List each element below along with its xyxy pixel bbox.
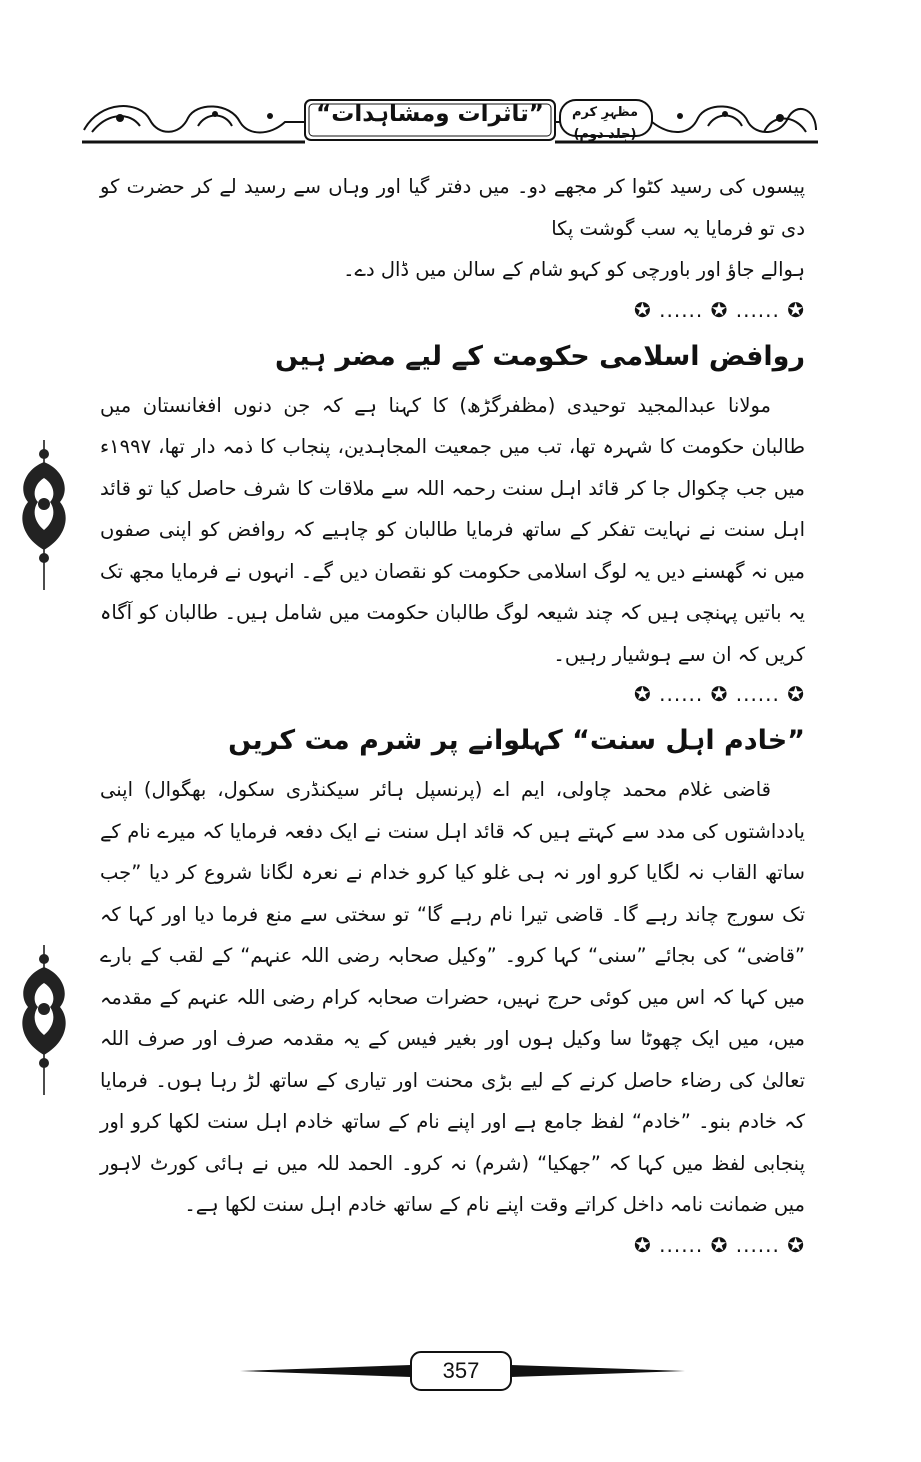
page-body [100, 166, 805, 1264]
margin-ornament-top-icon [14, 440, 74, 590]
book-label: مظہرِ کرم (جلد دوم) [571, 105, 639, 142]
page-header [80, 92, 820, 150]
margin-ornament-bottom-icon [14, 945, 74, 1095]
section-heading-rawafiz: روافض اسلامی حکومت کے لیے مضر ہیں [275, 340, 805, 372]
section-divider [100, 1226, 805, 1264]
section-divider [100, 291, 805, 329]
section-body-rawafiz: مولانا عبدالمجید توحیدی (مظفرگڑھ) کا کہنا ہے کہ جن دنوں افغانستان میں طالبان حکومت کا شہرہ تھا، تب میں جمعیت المجاہدین، پنجاب کا ذمہ دار تھا، ۱۹۹۷ء میں جب چکوال جا کر قائد اہل سنت رحمہ اللہ سے ملاقات کا شرف حاصل کیا تو قائد اہل سنت نے نہایت تفکر کے ساتھ فرمایا طالبان کو چاہیے کہ روافض کو اپنی صفوں میں نہ گھسنے دیں یہ لوگ اسلامی حکومت کو نقصان دیں گے۔ انہوں نے فرمایا مجھ تک یہ باتیں پہنچی ہیں کہ چند شیعہ لوگ طالبان حکومت میں شامل ہیں۔ طالبان کو آگاہ کریں کہ ان سے ہوشیار رہیں۔ [100, 393, 805, 666]
intro-line-2: ہوالے جاؤ اور باورچی کو کہو شام کے سالن میں ڈال دے۔ [343, 258, 805, 281]
page-running-title: ”تاثرات ومشاہدات“ [316, 101, 544, 127]
divider-stars: ✪ ...... ✪ ...... ✪ [634, 682, 805, 706]
page-number: 357 [442, 1358, 480, 1383]
section-divider [100, 675, 805, 713]
section-body-khadim: قاضی غلام محمد چاولی، ایم اے (پرنسپل ہائر سیکنڈری سکول، بھگوال) اپنی یادداشتوں کی مدد سے کہتے ہیں کہ قائد اہل سنت نے ایک دفعہ فرمایا کہ میرے نام کے ساتھ القاب نہ لگایا کرو اور نہ ہی غلو کیا کرو خدام نے نعرہ لگانا شروع کر دیا ”جب تک سورج چاند رہے گا۔ قاضی تیرا نام رہے گا“ تو سختی سے منع فرما دیا اور کہا کہ ”قاضی“ کی بجائے ”سنی“ کہا کرو۔ ”وکیل صحابہ رضی اللہ عنہم“ کے لقب کے بارے میں کہا کہ اس میں کوئی حرج نہیں، حضرات صحابہ کرام رضی اللہ عنہم کے مقدمہ میں، میں ایک چھوٹا سا وکیل ہوں اور بغیر فیس کے یہ مقدمہ صرف اور صرف اللہ تعالیٰ کی رضاء حاصل کرنے کے لیے بڑی محنت اور تیاری کے ساتھ لڑ رہا ہوں۔ فرمایا کہ خادم بنو۔ ”خادم“ لفظ جامع ہے اور اپنے نام کے ساتھ خادم اہل سنت لکھا کرو اور پنجابی لفظ میں کہا کہ ”جھکیا“ (شرم) نہ کرو۔ الحمد للہ میں نے ہائی کورٹ لاہور میں ضمانت نامہ داخل کراتے وقت اپنے نام کے ساتھ خادم اہل سنت لکھا ہے۔ [100, 778, 805, 1216]
section-heading-khadim: ”خادم اہل سنت“ کہلوانے پر شرم مت کریں [228, 725, 805, 756]
intro-line-1: پیسوں کی رسید کٹوا کر مجھے دو۔ میں دفتر گیا اور وہاں سے رسید لے کر حضرت کو دی تو فرمایا یہ سب گوشت پکا [100, 175, 805, 240]
divider-stars: ✪ ...... ✪ ...... ✪ [634, 297, 805, 322]
page-footer [240, 1347, 685, 1397]
divider-stars: ✪ ...... ✪ ...... ✪ [634, 1232, 805, 1257]
